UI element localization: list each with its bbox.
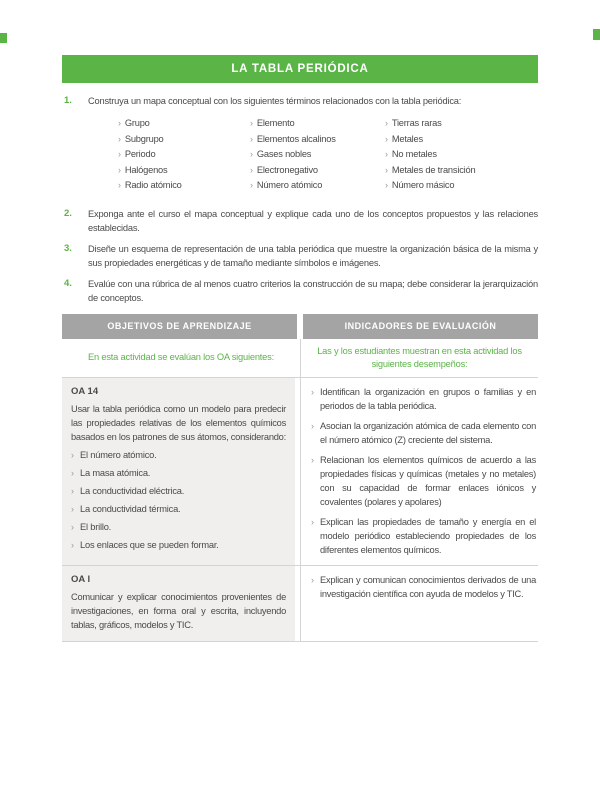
term-item [250,178,385,194]
oa-bullet-label: El número atómico. [80,449,157,460]
oa-bullet-label: La conductividad eléctrica. [80,485,185,496]
indicators-cell-oal [300,566,538,641]
chevron-bullet-icon: › [118,118,121,128]
term-item [118,147,250,163]
oa-bullet-item [71,485,286,498]
term-item [385,132,538,148]
term-label: Elemento [256,118,295,128]
chevron-bullet-icon: › [250,149,253,159]
term-label: Subgrupo [124,133,164,144]
term-label: Metales de transición [391,164,476,175]
term-item [118,132,250,148]
oa-14-cell [62,378,295,565]
indicator-item [311,515,536,557]
table-row-oa14 [62,378,538,566]
instruction-body [88,207,538,235]
terms-column-3 [385,116,538,194]
term-label: Número másico [391,180,455,190]
oa-bullet-label: El brillo. [80,521,112,532]
table-row-oal [62,566,538,642]
instruction-number: 1. [64,95,72,106]
chevron-bullet-icon: › [385,118,388,128]
chevron-bullet-icon: › [118,164,121,175]
term-item [385,178,538,194]
oa-bullet-label: La conductividad térmica. [80,503,181,514]
chevron-bullet-icon: › [250,118,253,128]
oa-bullet-item [71,449,286,462]
oa-bullet-item [71,467,286,480]
oa-title: OA 14 [71,385,99,397]
indicator-item [311,419,536,447]
instruction-list [62,94,538,305]
instruction-text: Evalúe con una rúbrica de al menos cuatro criterios la construcción de su mapa; debe considerar la jerarquización de conceptos. [88,278,538,303]
crop-mark-left-icon [0,33,7,43]
terms-column-2 [250,116,385,194]
term-item [118,116,250,132]
term-label: Grupo [124,118,150,128]
term-item [250,132,385,148]
chevron-bullet-icon: › [385,164,388,175]
page-content [62,55,538,642]
term-label: Electronegativo [256,164,318,175]
instruction-text: Diseñe un esquema de representación de una tabla periódica que muestre la organización básica de la misma y sus propiedades energéticas y de tamaño mediante símbolos e imágenes. [88,243,538,268]
terms-grid [118,116,538,194]
indicators-cell-oa14 [300,378,538,565]
term-item [118,163,250,179]
chevron-bullet-icon: › [118,133,121,144]
indicator-item [311,453,536,509]
instruction-text: Construya un mapa conceptual con los siguientes términos relacionados con la tabla periódica: [88,96,462,106]
indicator-label: Identifican la organización en grupos o familias y en periodos de la tabla periódica. [320,386,536,411]
term-item [385,147,538,163]
chevron-bullet-icon: › [311,574,314,585]
chevron-bullet-icon: › [311,516,314,527]
chevron-bullet-icon: › [118,149,121,159]
term-label: Periodo [124,149,156,159]
table-header-row [62,314,538,339]
oa-description: Usar la tabla periódica como un modelo para predecir las propiedades relativas de los elementos químicos basados en los patrones de sus átomos, considerando: [71,403,286,442]
oa-table [62,314,538,642]
instruction-number: 4. [64,277,72,289]
instruction-number: 2. [64,207,72,219]
instruction-number: 3. [64,242,72,254]
chevron-bullet-icon: › [71,467,74,478]
instruction-body [88,242,538,270]
term-item [250,147,385,163]
chevron-bullet-icon: › [385,180,388,190]
indicator-label: Relacionan los elementos químicos de acuerdo a las propiedades físicas y químicas (metales y no metales) con su capacidad de formar enlaces iónicos y covalentes (polares y apolares) [320,454,536,507]
indicator-item [311,385,536,413]
oa-bullet-item [71,539,286,552]
chevron-bullet-icon: › [311,420,314,431]
chevron-bullet-icon: › [71,539,74,550]
term-label: Número atómico [256,180,323,190]
chevron-bullet-icon: › [250,164,253,175]
table-header-indicadores: INDICADORES DE EVALUACIÓN [303,314,538,339]
oa-intro-text: En esta actividad se evalúan los OA siguientes: [88,352,274,362]
instruction-item-4 [62,277,538,305]
chevron-bullet-icon: › [71,503,74,514]
oa-bullet-label: Los enlaces que se pueden formar. [80,539,219,550]
table-header-objetivos: OBJETIVOS DE APRENDIZAJE [62,314,297,339]
oa-l-cell [62,566,295,641]
oa-bullet-item [71,521,286,534]
term-label: Radio atómico [124,180,182,190]
instruction-item-1 [62,94,538,200]
indicator-label: Asocian la organización atómica de cada elemento con el número atómico (Z) creciente del sistema. [320,420,536,445]
indicator-label: Explican y comunican conocimientos derivados de una investigación científica con ayuda de modelos y TIC. [320,574,536,599]
term-item [385,116,538,132]
term-label: Tierras raras [391,118,442,128]
instruction-body [88,94,538,200]
instruction-item-3 [62,242,538,270]
chevron-bullet-icon: › [71,485,74,496]
term-label: Elementos alcalinos [256,133,336,144]
chevron-bullet-icon: › [250,133,253,144]
oa-description: Comunicar y explicar conocimientos provenientes de investigaciones, en forma oral y escrita, incluyendo tablas, gráficos, modelos y TIC. [71,591,286,630]
chevron-bullet-icon: › [71,521,74,532]
chevron-bullet-icon: › [385,149,388,159]
chevron-bullet-icon: › [311,386,314,397]
instruction-item-2 [62,207,538,235]
term-item [385,163,538,179]
chevron-bullet-icon: › [250,180,253,190]
chevron-bullet-icon: › [118,180,121,190]
indicator-item [311,573,536,601]
term-item [118,178,250,194]
term-label: Gases nobles [256,149,312,159]
term-label: Halógenos [124,164,168,175]
term-label: No metales [391,149,437,159]
instruction-text: Exponga ante el curso el mapa conceptual y explique cada uno de los conceptos propuestos y las relaciones establecidas. [88,208,538,233]
table-intro-row [62,339,538,378]
oa-title: OA l [71,573,91,585]
oa-bullet-item [71,503,286,516]
term-item [250,163,385,179]
crop-mark-right-icon [593,29,600,40]
terms-column-1 [118,116,250,194]
chevron-bullet-icon: › [71,449,74,460]
indicator-label: Explican las propiedades de tamaño y energía en el modelo periódico estableciendo propiedades de los diferentes elementos químicos. [320,516,536,555]
indicators-intro-text: Las y los estudiantes muestran en esta actividad los siguientes desempeños: [300,339,538,377]
instruction-body [88,277,538,305]
oa-bullet-label: La masa atómica. [80,467,151,478]
term-item [250,116,385,132]
chevron-bullet-icon: › [385,133,388,144]
chevron-bullet-icon: › [311,454,314,465]
term-label: Metales [391,133,423,144]
page-title: LA TABLA PERIÓDICA [62,55,538,83]
